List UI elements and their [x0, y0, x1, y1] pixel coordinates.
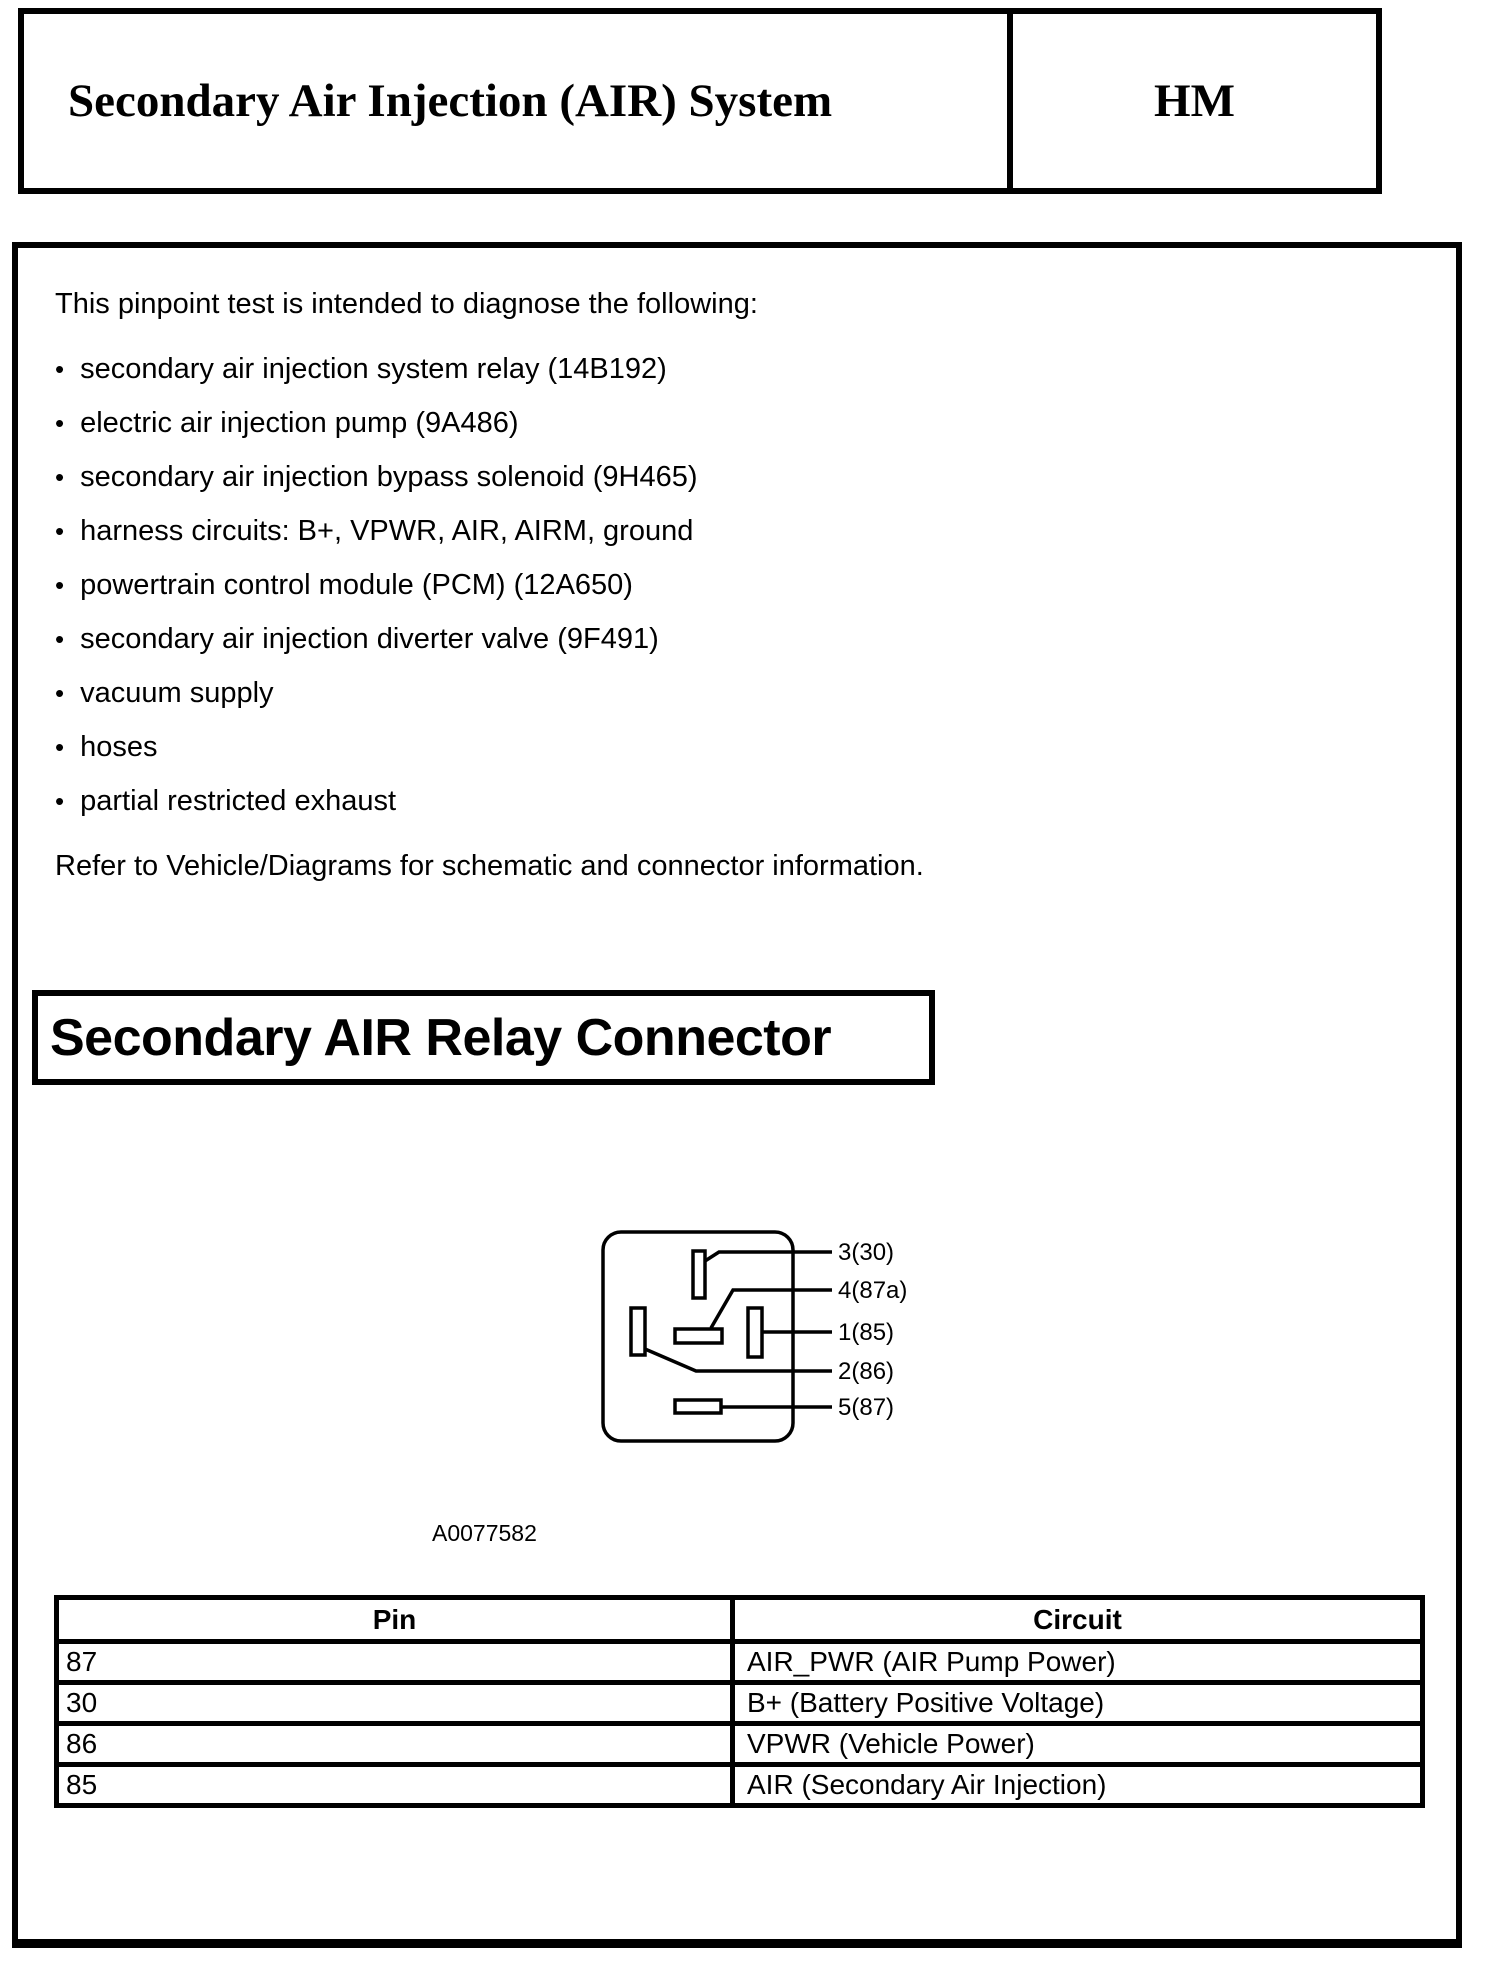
pin-leader-3-30: [705, 1252, 832, 1261]
bullet-item: [55, 514, 698, 548]
pin-label-1-85: 1(85): [838, 1319, 895, 1346]
circuit-cell: B+ (Battery Positive Voltage): [733, 1683, 1423, 1724]
bullet-item: [55, 622, 698, 656]
header-box: [18, 8, 1382, 194]
bullet-item: [55, 352, 698, 386]
table-row: [57, 1765, 1423, 1806]
table-row: [57, 1724, 1423, 1765]
bullet-icon: •: [55, 408, 65, 438]
pin-leader-4-87a: [711, 1290, 832, 1328]
section-heading-box: [32, 990, 935, 1085]
pin-cell: 85: [57, 1765, 733, 1806]
table-row: [57, 1642, 1423, 1683]
refer-note: Refer to Vehicle/Diagrams for schematic and connector information.: [55, 850, 924, 882]
bullet-text: electric air injection pump (9A486): [80, 407, 519, 439]
section-code: HM: [1154, 75, 1235, 127]
intro-lead: This pinpoint test is intended to diagnose the following:: [55, 288, 758, 320]
section-heading: Secondary AIR Relay Connector: [50, 1008, 832, 1067]
bullet-text: powertrain control module (PCM) (12A650): [80, 569, 633, 601]
pin-cell: 87: [57, 1642, 733, 1683]
bullet-text: secondary air injection diverter valve (9F491): [80, 623, 659, 655]
pin-circuit-table: [54, 1595, 1425, 1808]
table-header-row: [57, 1598, 1423, 1642]
bullet-list: [55, 352, 698, 818]
header-code-cell: [1007, 14, 1376, 188]
bullet-item: [55, 784, 698, 818]
bullet-text: vacuum supply: [80, 677, 274, 709]
relay-pin-85: [748, 1308, 762, 1357]
bullet-item: [55, 406, 698, 440]
bullet-icon: •: [55, 516, 65, 546]
header-title-cell: [24, 14, 1007, 188]
bullet-icon: •: [55, 462, 65, 492]
bullet-item: [55, 460, 698, 494]
bullet-text: partial restricted exhaust: [80, 785, 397, 817]
bullet-text: secondary air injection bypass solenoid (9H465): [80, 461, 698, 493]
bullet-icon: •: [55, 624, 65, 654]
content-box: [12, 242, 1462, 1948]
bullet-icon: •: [55, 570, 65, 600]
bullet-icon: •: [55, 786, 65, 816]
bullet-item: [55, 568, 698, 602]
circuit-cell: AIR (Secondary Air Injection): [733, 1765, 1423, 1806]
relay-pin-86: [631, 1308, 645, 1355]
circuit-cell: AIR_PWR (AIR Pump Power): [733, 1642, 1423, 1683]
relay-pin-30: [693, 1251, 705, 1298]
figure-id: A0077582: [432, 1520, 537, 1546]
relay-pin-87a: [675, 1329, 722, 1343]
bullet-text: hoses: [80, 731, 158, 763]
pin-label-5-87: 5(87): [838, 1394, 895, 1421]
table-row: [57, 1683, 1423, 1724]
pin-cell: 86: [57, 1724, 733, 1765]
pin-leader-2-86: [645, 1349, 832, 1371]
pin-label-4-87a: 4(87a): [838, 1277, 908, 1304]
pin-column-header: Pin: [57, 1598, 733, 1642]
bullet-text: harness circuits: B+, VPWR, AIR, AIRM, ground: [80, 515, 694, 547]
relay-connector-diagram: [580, 1225, 980, 1475]
pin-cell: 30: [57, 1683, 733, 1724]
page-title: Secondary Air Injection (AIR) System: [68, 75, 833, 127]
pin-label-3-30: 3(30): [838, 1239, 895, 1266]
bullet-icon: •: [55, 732, 65, 762]
circuit-cell: VPWR (Vehicle Power): [733, 1724, 1423, 1765]
bullet-item: [55, 676, 698, 710]
content-inner: [18, 248, 1456, 1939]
bullet-icon: •: [55, 678, 65, 708]
circuit-column-header: Circuit: [733, 1598, 1423, 1642]
pin-label-2-86: 2(86): [838, 1358, 895, 1385]
bullet-icon: •: [55, 354, 65, 384]
bullet-text: secondary air injection system relay (14B192): [80, 353, 667, 385]
bullet-item: [55, 730, 698, 764]
relay-pin-87: [675, 1400, 721, 1413]
